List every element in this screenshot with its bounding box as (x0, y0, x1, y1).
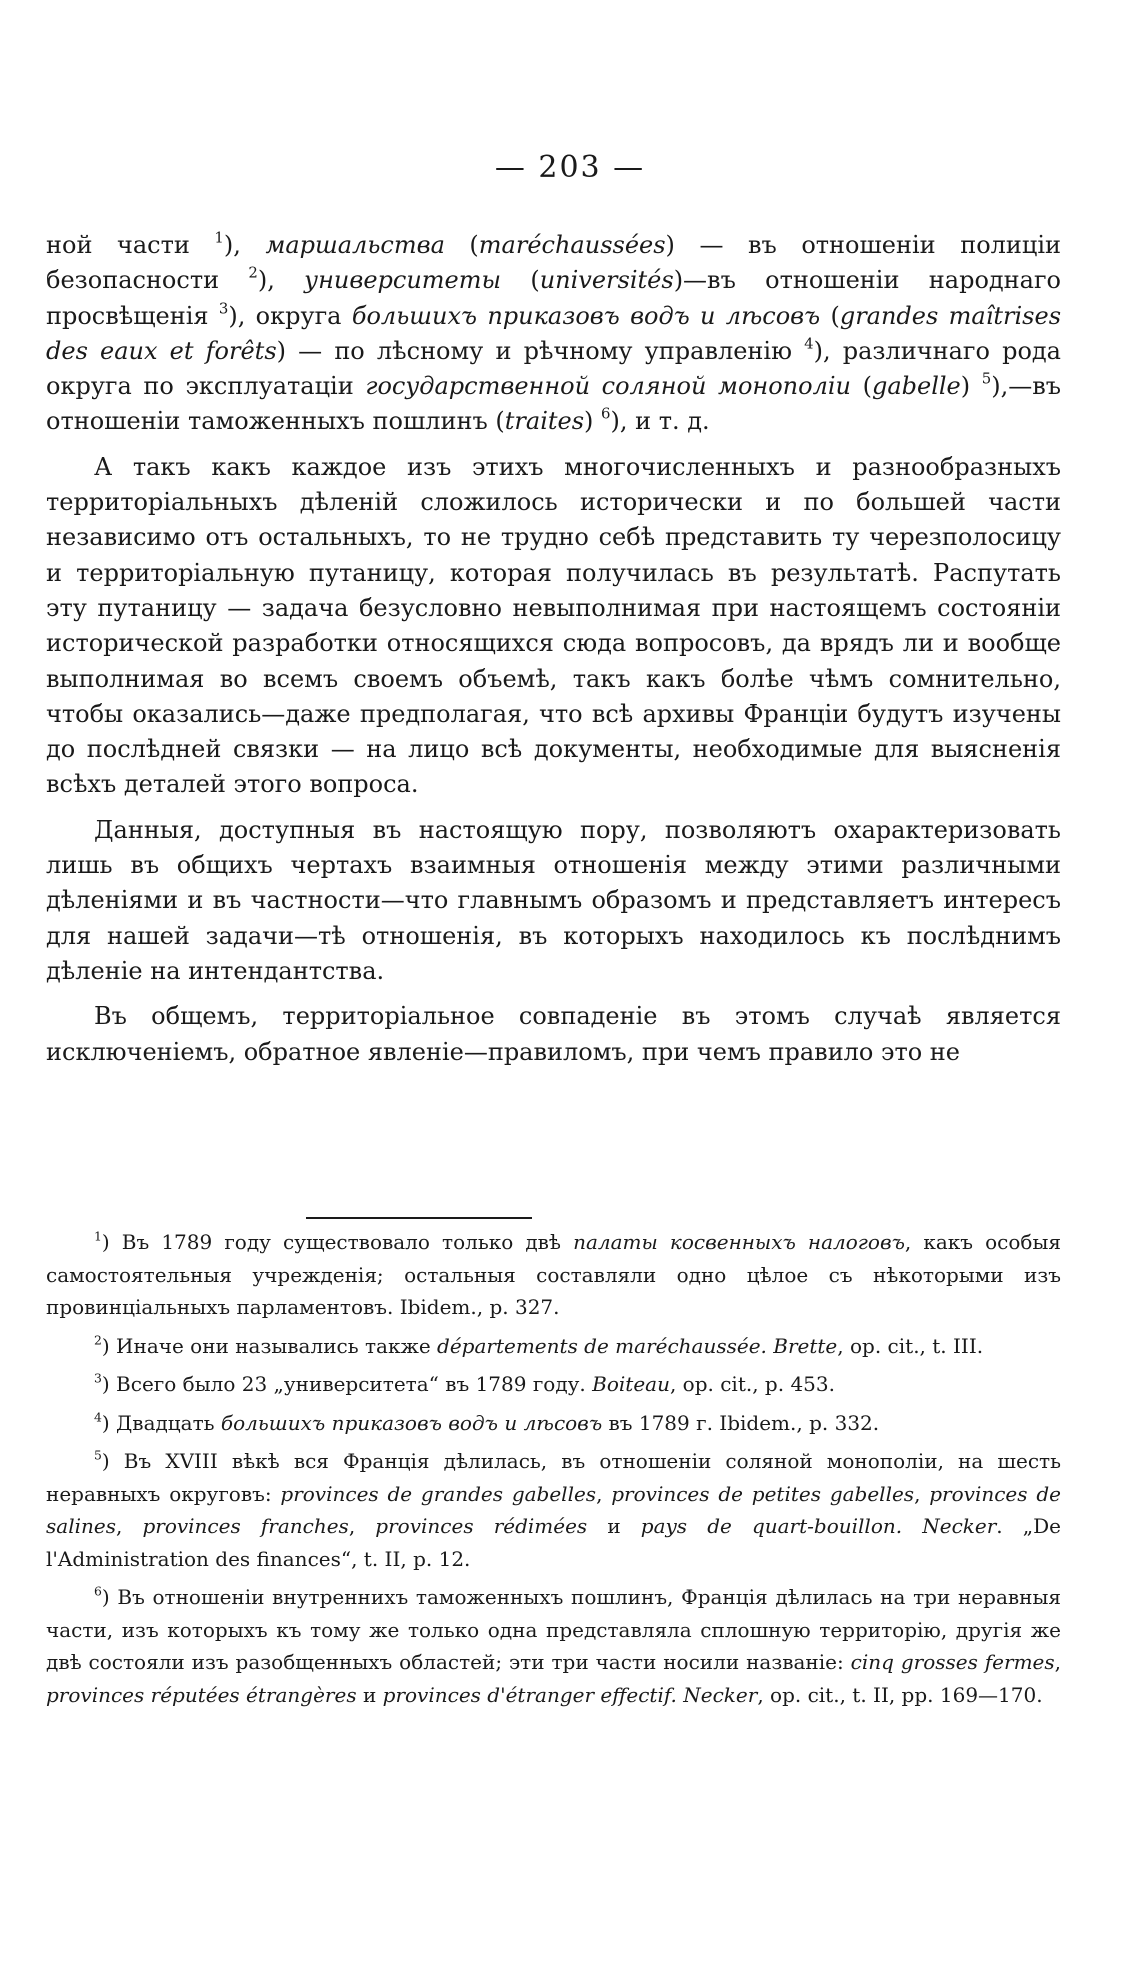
text-run: А такъ какъ каждое изъ этихъ многочисленныхъ и разнообразныхъ территоріальныхъ дѣленій сложилось исторически и по большей части независимо отъ остальныхъ, то не трудно себѣ представить ту черезполосицу и территоріальную путаницу, которая получилась въ результатѣ. Распутать эту путаницу — задача безусловно невыполнимая при настоящемъ состояніи исторической разработки относящихся сюда вопросовъ, да врядъ ли и вообще выполнимая во всемъ своемъ объемѣ, такъ какъ болѣе чѣмъ сомнительно, чтобы оказались—даже предполагая, что всѣ архивы Франціи будутъ изучены до послѣдней связки — на лицо всѣ документы, необходимые для выясненія всѣхъ деталей этого вопроса. (46, 452, 1061, 799)
text-run: , (348, 1514, 376, 1538)
footnote (46, 1407, 1061, 1440)
footnote-ref: 5 (981, 369, 992, 388)
main-text (46, 228, 1061, 1080)
text-run: ) Двадцать (101, 1410, 221, 1435)
italic-text: палаты косвенныхъ налоговъ (573, 1230, 905, 1254)
text-run: ), (257, 266, 305, 295)
text-run: , (914, 1481, 930, 1506)
italic-text: grandes maîtrises des eaux et forêts (46, 301, 1062, 365)
footnote-ref: 2 (94, 1331, 102, 1347)
italic-text: большихъ приказовъ водъ и лѣсовъ (220, 1410, 603, 1435)
text-run: , (596, 1481, 612, 1506)
footnote-ref: 2 (248, 263, 258, 282)
text-run: , op. cit., t. II, pp. 169—170. (757, 1682, 1043, 1707)
footnote-ref: 5 (94, 1447, 102, 1463)
footnote-ref: 1 (94, 1228, 102, 1244)
italic-text: universités (539, 266, 674, 295)
text-run: ), и т. д. (610, 407, 710, 436)
text-run: ) — въ отношеніи полиціи безопасности (46, 231, 1062, 295)
italic-text: provinces rédimées (375, 1514, 588, 1538)
italic-text: gabelle (871, 372, 961, 401)
italic-text: университеты (304, 266, 502, 295)
page-number: — 203 — (494, 150, 646, 185)
text-run: . „De l'Administration des finances“, t. II, p. 12. (46, 1514, 1062, 1571)
italic-text: pays de quart-bouillon. Necker (640, 1514, 997, 1538)
italic-text: маршальства (265, 231, 445, 259)
text-run: ) — по лѣсному и рѣчному управленію (276, 336, 805, 365)
footnote-ref: 4 (94, 1408, 102, 1424)
paragraph (46, 999, 1061, 1070)
text-run: ( (444, 231, 479, 259)
text-run: ) Въ 1789 году существовало только двѣ (101, 1230, 574, 1254)
text-run: , (115, 1514, 143, 1538)
text-run: ной части (46, 231, 215, 259)
text-run: ), (223, 231, 266, 259)
text-run: ), различнаго рода округа по эксплуатаціи (46, 336, 1061, 401)
footnote-ref: 4 (804, 334, 814, 353)
text-run: ( (820, 301, 840, 330)
italic-text: provinces réputées étrangères (46, 1682, 357, 1707)
italic-text: traites (504, 407, 585, 436)
text-run: ) Всего было 23 „университета“ въ 1789 году. (101, 1372, 593, 1396)
italic-text: provinces de petites gabelles (611, 1481, 915, 1506)
italic-text: provinces franches (142, 1514, 349, 1538)
italic-text: cinq grosses fermes (850, 1650, 1055, 1674)
footnote-ref: 1 (214, 228, 224, 247)
text-run: ( (850, 372, 872, 401)
footnotes (46, 1226, 1061, 1717)
text-run: , op. cit., t. III. (837, 1333, 984, 1358)
footnote (46, 1445, 1061, 1575)
italic-text: maréchaussées (478, 231, 666, 259)
text-run: ( (501, 266, 540, 295)
footnote (46, 1581, 1061, 1711)
text-run: , (1054, 1650, 1061, 1674)
text-run: ) (960, 372, 982, 401)
footnote (46, 1368, 1061, 1401)
text-run: въ 1789 г. Ibidem., p. 332. (602, 1410, 880, 1435)
text-run: ) Въ XVIII вѣкѣ вся Франція дѣлилась, въ отношеніи соляной монополіи, на шесть неравныхъ округовъ: (46, 1449, 1061, 1506)
text-run: Въ общемъ, территоріальное совпаденіе въ этомъ случаѣ является исключеніемъ, обратное явленіе—правиломъ, при чемъ правило это не (46, 1002, 1061, 1066)
italic-text: большихъ приказовъ водъ и лѣсовъ (351, 301, 821, 330)
paragraph (46, 450, 1061, 803)
italic-text: provinces de grandes gabelles (280, 1481, 597, 1506)
italic-text: государственной соляной монополіи (365, 372, 851, 401)
footnote-ref: 6 (601, 405, 611, 424)
paragraph (46, 228, 1061, 440)
footnote-ref: 3 (218, 299, 229, 318)
text-run: ) Иначе они назывались также (101, 1333, 438, 1358)
text-run: и (356, 1682, 383, 1707)
text-run: ) Въ отношеніи внутреннихъ таможенныхъ пошлинъ, Франція дѣлилась на три неравныя части, изъ которыхъ къ тому же только одна представляла сплошную территорію, другія же двѣ состояли изъ разобщенныхъ областей; эти три части носили названіе: (46, 1585, 1061, 1674)
text-run: ),—въ отношеніи таможенныхъ пошлинъ ( (46, 372, 1061, 436)
footnote-ref: 3 (94, 1370, 102, 1386)
italic-text: départements de maréchaussée. Brette (437, 1333, 838, 1358)
text-run: ) (584, 407, 602, 436)
paragraph (46, 813, 1061, 989)
text-run: Данныя, доступныя въ настоящую пору, позволяютъ охарактеризовать лишь въ общихъ чертахъ взаимныя отношенія между этими различными дѣленіями и въ частности—что главнымъ образомъ и представляетъ интересъ для нашей задачи—тѣ отношенія, въ которыхъ находилось къ послѣднимъ дѣленіе на интендантства. (46, 815, 1061, 985)
text-run: , какъ особыя самостоятельныя учрежденія; остальныя составляли одно цѣлое съ нѣкоторыми изъ провинціальныхъ парламентовъ. Ibidem., p. 327. (46, 1230, 1061, 1319)
footnote (46, 1330, 1061, 1363)
italic-text: provinces de salines (46, 1481, 1061, 1538)
text-run: ), округа (228, 301, 352, 330)
italic-text: Boiteau (592, 1372, 670, 1396)
text-run: )—въ отношеніи народнаго просвѣщенія (46, 266, 1061, 330)
text-run: и (587, 1514, 641, 1538)
footnote-ref: 6 (94, 1583, 102, 1599)
footnote-divider (306, 1217, 532, 1219)
italic-text: provinces d'étranger effectif. Necker (382, 1682, 758, 1707)
text-run: , op. cit., p. 453. (669, 1372, 835, 1396)
footnote (46, 1226, 1061, 1324)
